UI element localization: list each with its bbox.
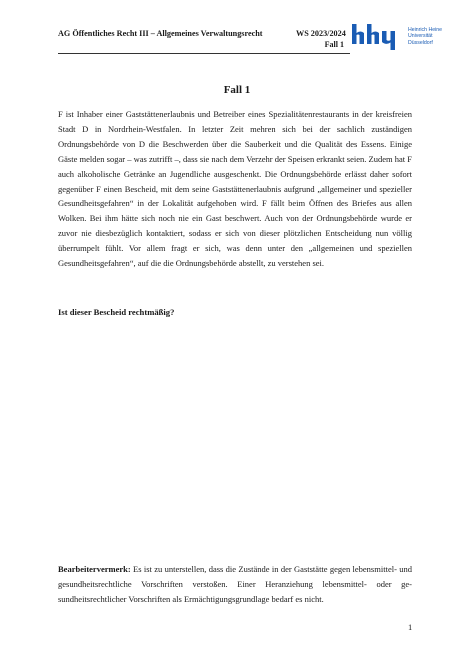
university-name: Heinrich Heine Universität Düsseldorf — [408, 27, 443, 46]
header-divider — [58, 53, 350, 54]
case-title: Fall 1 — [223, 84, 251, 96]
header-case-label: Fall 1 — [324, 40, 344, 49]
hhu-logo-mark — [352, 24, 406, 50]
editor-note-label: Bearbeitervermerk: — [58, 564, 131, 574]
header-course-title: AG Öffentliches Recht III – Allgemeines Verwaltungsrecht — [58, 29, 263, 38]
header-semester: WS 2023/2024 — [296, 29, 346, 38]
case-body-text: F ist Inhaber einer Gaststättenerlaubnis und Betreiber eines Spezialitätenrestaurants in der kreisfreien Stadt D in Nordrhein-Westfalen. In letzter Zeit mehren sich bei der sachlich zuständigen Ordnungsbehörde von D die Beschwerden über die Sauberkeit und die Qualität des Essens. Einige Gäste melden sogar – was zutrifft –, dass sie nach dem Verzehr der Speisen erkrankt seien. Zudem hat F auch alkoholische Getränke an Jugendliche ausgeschenkt. Die Ordnungsbehörde erlässt daher sofort gegenüber F einen Bescheid, mit dem seine Gaststättenerlaubnis aufgrund „allgemeiner und spezieller Gesundheitsgefahren“ in der Lokalität aufgehoben wird. F fällt beim Öffnen des Briefes aus allen Wolken. Bei ihm hätte sich noch nie ein Gast beschwert. Auch von der Ordnungsbehörde wurde er zuvor nie diesbezüglich kontaktiert, sodass er sich von dieser plötzlichen Entscheidung nun völlig überrumpelt fühlt. Vor allem fragt er sich, was denn unter den „allgemeinen und speziellen Gesundheitsgefahren“, auf die die Ordnungsbehörde abstellt, zu verstehen sei. — [58, 109, 412, 269]
page-number: 1 — [408, 622, 413, 632]
editor-note — [58, 562, 412, 607]
case-question: Ist dieser Bescheid rechtmäßig? — [58, 307, 175, 317]
editor-note-text: Es ist zu unterstellen, dass die Zustände in der Gaststätte gegen lebensmittel- und gesundheitsrechtliche Vorschriften verstoßen. Einer Heranziehung lebensmittel- oder gesundheitsrechtlicher Vorschriften als Ermächtigungsgrundlage bedarf es nicht. — [58, 564, 412, 604]
